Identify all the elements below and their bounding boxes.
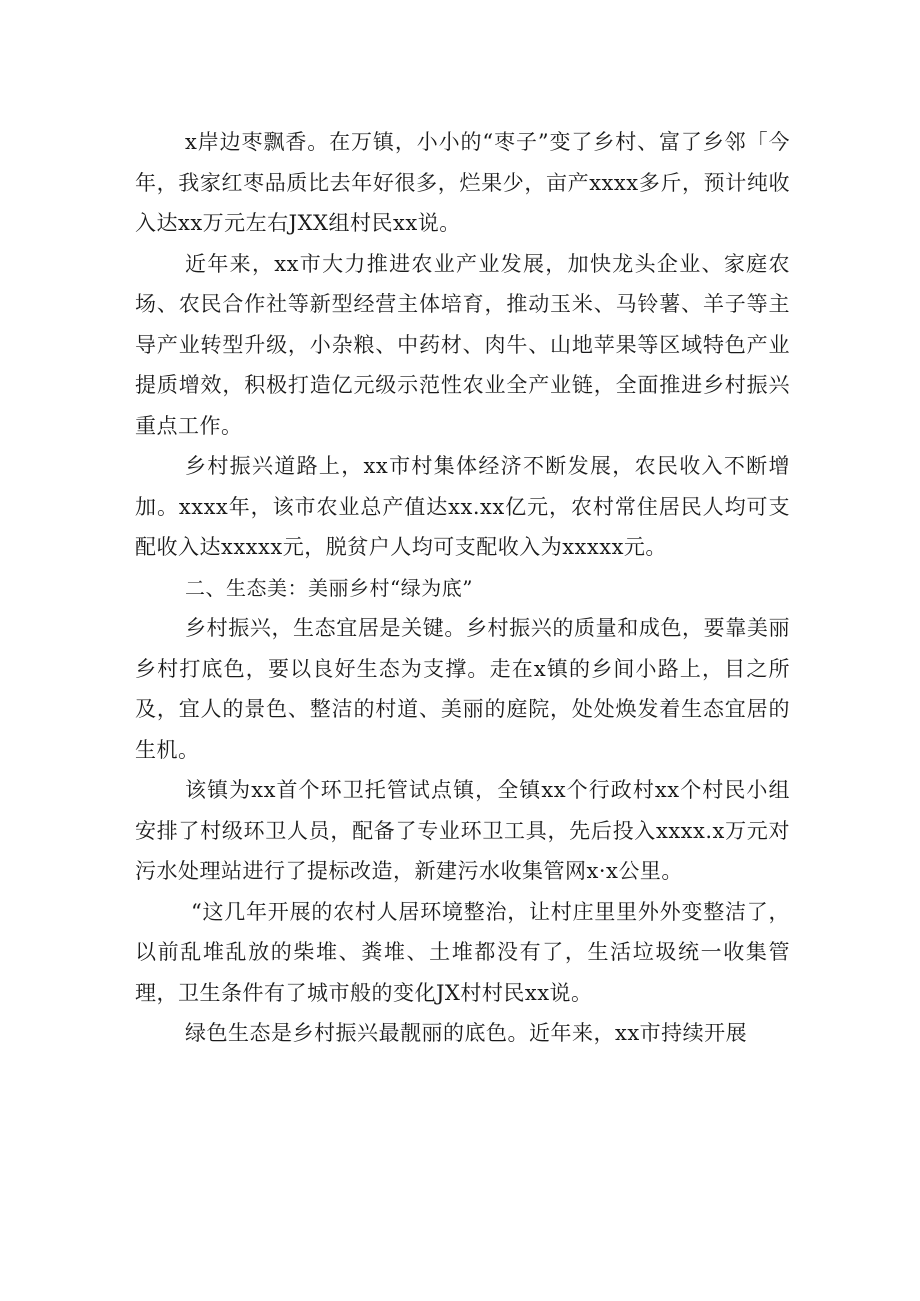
paragraph-villager-quote: “这几年开展的农村人居环境整治，让村庄里里外外变整洁了，以前乱堆乱放的柴堆、粪堆、土堆都没有了，生活垃圾统一收集管理，卫生条件有了城市般的变化JX村村民xx说。 [135,899,790,1005]
paragraph-agriculture-development: 近年来，xx市大力推进农业产业发展，加快龙头企业、家庭农场、农民合作社等新型经营主体培育，推动玉米、马铃薯、羊子等主导产业转型升级，小杂粮、中药材、肉牛、山地苹果等区域特色产业提质增效，积极打造亿元级示范性农业全产业链，全面推进乡村振兴重点工作。 [135,251,790,438]
document-body [135,122,790,1054]
paragraph-rural-income: 乡村振兴道路上，xx市村集体经济不断发展，农民收入不断增加。xxxx年，该市农业总产值达xx.xx亿元，农村常住居民人均可支配收入达xxxxx元，脱贫户人均可支配收入为xxxxx元。 [135,454,790,559]
section-heading-ecology: 二、生态美：美丽乡村“绿为底” [185,575,473,600]
paragraph-jujube-harvest: x岸边枣飘香。在万镇，小小的“枣子”变了乡村、富了乡邻「今年，我家红枣品质比去年好很多，烂果少，亩产xxxx多斤，预计纯收入达xx万元左右JXX组村民xx说。 [135,130,790,235]
paragraph-ecological-living: 乡村振兴，生态宜居是关键。乡村振兴的质量和成色，要靠美丽乡村打底色，要以良好生态为支撑。走在x镇的乡间小路上，目之所及，宜人的景色、整洁的村道、美丽的庭院，处处焕发着生态宜居的生机。 [135,616,790,762]
paragraph-sanitation-pilot: 该镇为xx首个环卫托管试点镇，全镇xx个行政村xx个村民小组安排了村级环卫人员，配备了专业环卫工具，先后投入xxxx.x万元对污水处理站进行了提标改造，新建污水收集管网x·x公里。 [135,778,790,883]
paragraph-green-ecology: 绿色生态是乡村振兴最靓丽的底色。近年来，xx市持续开展 [185,1021,748,1045]
